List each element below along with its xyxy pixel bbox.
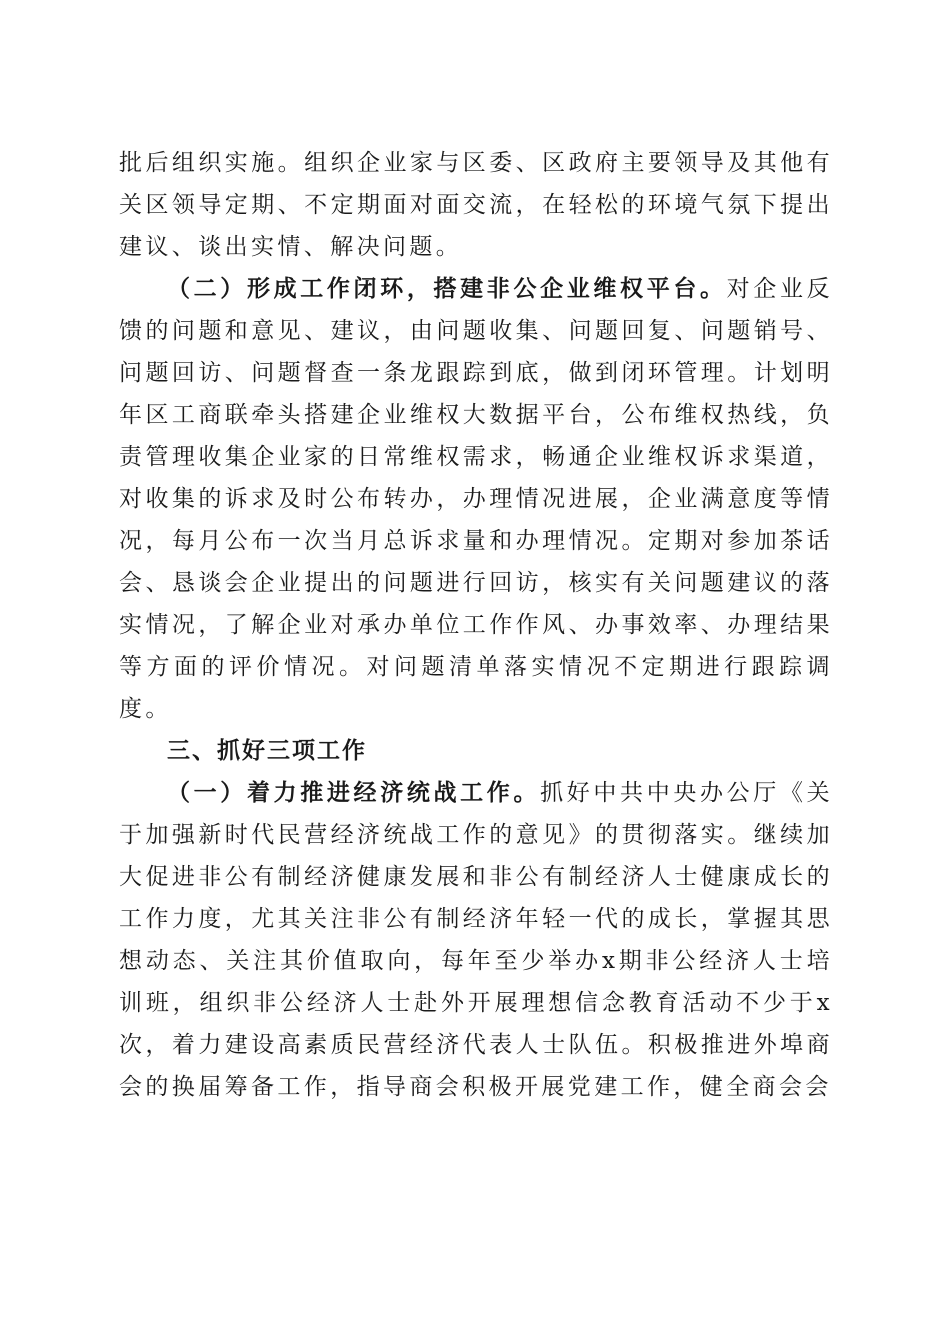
paragraph-text: 对企业反馈的问题和意见、建议，由问题收集、问题回复、问题销号、问题回访、问题督查一条龙跟踪到底，做到闭环管理。计划明年区工商联牵头搭建企业维权大数据平台，公布维权热线，负责管理收集企业家的日常维权需求，畅通企业维权诉求渠道，对收集的诉求及时公布转办，办理情况进展，企业满意度等情况，每月公布一次当月总诉求量和办理情况。定期对参加茶话会、恳谈会企业提出的问题进行回访，核实有关问题建议的落实情况，了解企业对承办单位工作作风、办事效率、办理结果等方面的评价情况。对问题清单落实情况不定期进行跟踪调度。 xyxy=(119,276,833,722)
paragraph-text: 批后组织实施。组织企业家与区委、区政府主要领导及其他有关区领导定期、不定期面对面交流，在轻松的环境气氛下提出建议、谈出实情、解决问题。 xyxy=(119,150,833,260)
paragraph-lead: （二）形成工作闭环，搭建非公企业维权平台。 xyxy=(167,275,727,302)
paragraph-section3-item1 xyxy=(119,772,833,1108)
section-heading: 三、抓好三项工作 xyxy=(167,738,367,764)
paragraph-text: 抓好中共中央办公厅《关于加强新时代民营经济统战工作的意见》的贯彻落实。继续加大促进非公有制经济健康发展和非公有制经济人士健康成长的工作力度，尤其关注非公有制经济年轻一代的成长，掌握其思想动态、关注其价值取向，每年至少举办x期非公经济人士培训班，组织非公经济人士赴外开展理想信念教育活动不少于x次，着力建设高素质民营经济代表人士队伍。积极推进外埠商会的换届筹备工作，指导商会积极开展党建工作，健全商会会 xyxy=(119,780,833,1100)
paragraph-lead: （一）着力推进经济统战工作。 xyxy=(167,779,541,806)
paragraph-continuation xyxy=(119,142,833,268)
document-body xyxy=(119,142,833,1108)
paragraph-section2-item2 xyxy=(119,268,833,730)
